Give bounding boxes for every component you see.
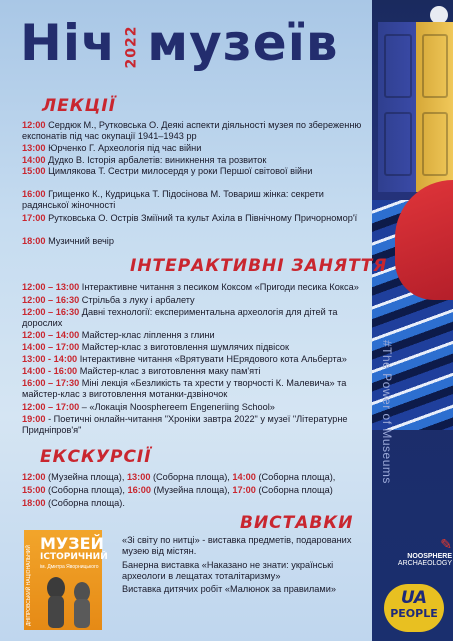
lectures-item [22, 155, 367, 166]
interactive-item [22, 402, 367, 413]
lectures-text: Грищенко К., Кудрицька Т. Підосінова М. Товариш жінка: секрети радянської жіночності [22, 189, 324, 210]
noosphere-sub: ARCHAEOLOGY [397, 560, 452, 567]
uapeople-logo [384, 584, 444, 632]
blue-door [378, 22, 416, 192]
uapeople-line2: PEOPLE [390, 607, 438, 620]
excursions-heading: ЕКСКУРСІЇ [40, 447, 152, 467]
interactive-text: - Поетичні онлайн-читання "Хроніки завтра 2022" у музеї "Літературне Придніпров'я" [22, 414, 348, 435]
interactive-text: Інтерактивне читання «Врятувати НЕрядового кота Альберта» [79, 354, 347, 364]
interactive-item [22, 354, 367, 365]
lectures-time: 15:00 [22, 166, 49, 176]
interactive-item [22, 366, 367, 377]
logo-sub: ім. Дмитра Яворницького [40, 564, 99, 570]
lectures-heading: ЛЕКЦІЇ [42, 96, 117, 116]
interactive-text: Стрільба з луку і арбалету [81, 295, 195, 305]
lectures-text: Сердюк М., Рутковська О. Деякі аспекти діяльності музея по збереженню експонатів під час окупації 1941–1943 рр [22, 120, 362, 141]
excursion-line: 12:00 (Музейна площа), 13:00 (Соборна площа), 14:00 (Соборна площа), [22, 472, 336, 482]
interactive-time: 12:00 – 16:30 [22, 295, 82, 305]
stone-figures-icon [42, 574, 98, 628]
lectures-item [22, 189, 367, 211]
lectures-time: 12:00 [22, 120, 49, 130]
lectures-text: Юрченко Г. Археологія під час війни [48, 143, 202, 153]
exhibition-item: «Зі світу по нитці» - виставка предметів, подарованих музею від містян. [122, 535, 352, 556]
logo-word-historic: ІСТОРИЧНИЙ [40, 552, 108, 562]
uapeople-line1: UA [400, 588, 428, 608]
museum-logo [24, 530, 108, 630]
interactive-item [22, 414, 367, 436]
gold-door [416, 22, 453, 192]
interactive-time: 14:00 - 16:00 [22, 366, 80, 376]
lectures-text: Цимлякова Т. Сестри милосердя у роки Першої світової війни [48, 166, 313, 176]
interactive-heading: ІНТЕРАКТИВНІ ЗАНЯТТЯ [130, 256, 388, 276]
interactive-item [22, 330, 367, 341]
interactive-item [22, 342, 367, 353]
exhibition-item: Виставка дитячих робіт «Малюнок за правилами» [122, 584, 336, 594]
interactive-item [22, 282, 367, 293]
lectures-text: Дудко В. Історія арбалетів: виникнення та розвиток [48, 155, 267, 165]
interactive-time: 14:00 – 17:00 [22, 342, 82, 352]
interactive-time: 12:00 – 16:30 [22, 307, 82, 317]
excursion-line: 15:00 (Соборна площа), 16:00 (Музейна площа), 17:00 (Соборна площа) [22, 485, 333, 495]
lectures-time: 16:00 [22, 189, 49, 199]
hashtag-text: #The Power of Museums [380, 340, 394, 484]
interactive-time: 16:00 – 17:30 [22, 378, 82, 388]
interactive-text: Інтерактивне читання з песиком Коксом «Пригоди песика Кокса» [81, 282, 359, 292]
logo-small-text: ДНІПРОВСЬКИЙ НАЦІОНАЛЬНИЙ [26, 545, 32, 626]
lectures-text: Рутковська О. Острів Зміїний та культ Ахіла в Північному Причорномор'ї [48, 213, 358, 223]
lectures-text: Музичний вечір [48, 236, 114, 246]
title-part2: музеїв [147, 14, 339, 72]
lectures-item [22, 236, 367, 247]
lectures-item [22, 143, 367, 154]
interactive-text: Майстер-клас з виготовлення шумлячих підвісок [81, 342, 290, 352]
title-part1: Ніч [20, 14, 117, 72]
page-title [20, 14, 339, 72]
interactive-item [22, 378, 367, 400]
lectures-item [22, 213, 367, 224]
lectures-item [22, 166, 367, 177]
noosphere-name: NOOSPHERE [407, 553, 452, 560]
noosphere-logo [382, 536, 452, 567]
lectures-item [22, 120, 367, 142]
interactive-text: Майстер-клас ліплення з глини [81, 330, 215, 340]
interactive-time: 13:00 - 14:00 [22, 354, 80, 364]
interactive-text: – «Локація Noospherееm Engeneriing School» [81, 402, 275, 412]
interactive-item [22, 307, 367, 329]
lectures-time: 17:00 [22, 213, 49, 223]
lectures-time: 13:00 [22, 143, 49, 153]
logo-word-museum: МУЗЕЙ [40, 534, 104, 553]
exhibition-item: Банерна виставка «Наказано не знати: українські археологи в лещатах тоталітаризму» [122, 560, 334, 581]
interactive-time: 19:00 [22, 414, 49, 424]
interactive-text: Майстер-клас з виготовлення маку пам'яті [79, 366, 261, 376]
interactive-time: 12:00 – 14:00 [22, 330, 82, 340]
interactive-text: Давні технології: експериментальна археологія для дітей та дорослих [22, 307, 338, 328]
interactive-time: 12:00 – 17:00 [22, 402, 82, 412]
exhibitions-heading: ВИСТАВКИ [240, 513, 354, 533]
title-year: 2022 [123, 25, 140, 68]
lectures-time: 14:00 [22, 155, 49, 165]
interactive-time: 12:00 – 13:00 [22, 282, 82, 292]
lectures-time: 18:00 [22, 236, 49, 246]
interactive-item [22, 295, 367, 306]
excursion-line: 18:00 (Соборна площа). [22, 498, 125, 508]
noosphere-icon: ✎ [440, 536, 452, 552]
interactive-text: Міні лекція «Безликість та хрести у творчості К. Малевича» та майстер-клас з виготовлення мотанки-дзвіночок [22, 378, 347, 399]
